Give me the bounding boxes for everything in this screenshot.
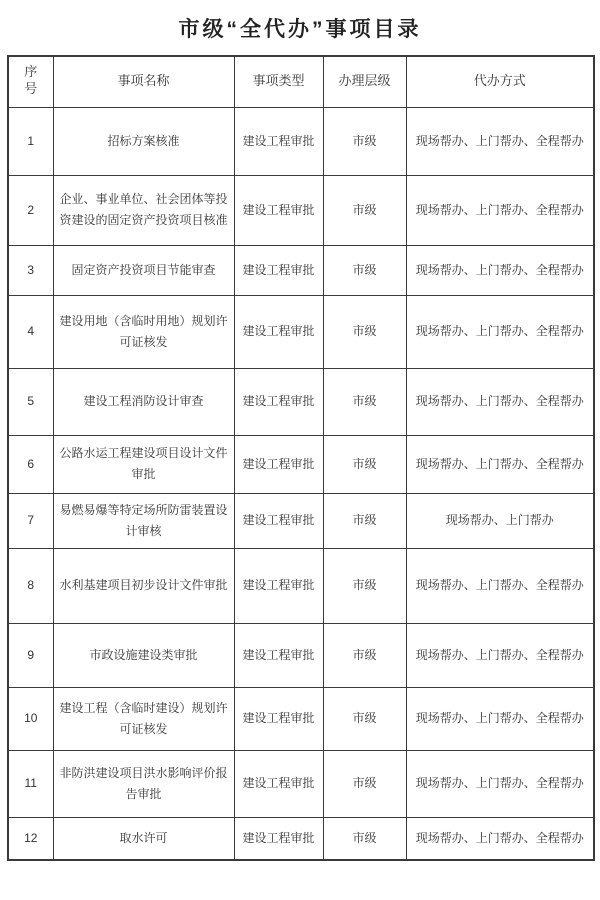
cell-method: 现场帮办、上门帮办、全程帮办 (406, 435, 594, 493)
cell-name: 固定资产投资项目节能审查 (53, 245, 234, 295)
cell-level: 市级 (323, 750, 406, 817)
header-level: 办理层级 (323, 56, 406, 107)
cell-method: 现场帮办、上门帮办、全程帮办 (406, 623, 594, 687)
cell-type: 建设工程审批 (234, 245, 323, 295)
cell-no: 4 (8, 295, 53, 368)
table-row (8, 493, 594, 548)
cell-type: 建设工程审批 (234, 368, 323, 435)
cell-level: 市级 (323, 623, 406, 687)
table-row (8, 817, 594, 860)
table-row (8, 687, 594, 750)
cell-type: 建设工程审批 (234, 435, 323, 493)
header-no (8, 56, 53, 107)
cell-no: 7 (8, 493, 53, 548)
table-row (8, 245, 594, 295)
cell-type: 建设工程审批 (234, 107, 323, 175)
header-name: 事项名称 (53, 56, 234, 107)
cell-type: 建设工程审批 (234, 687, 323, 750)
cell-level: 市级 (323, 107, 406, 175)
cell-name: 招标方案核准 (53, 107, 234, 175)
cell-level: 市级 (323, 368, 406, 435)
cell-level: 市级 (323, 295, 406, 368)
cell-method: 现场帮办、上门帮办、全程帮办 (406, 175, 594, 245)
page-title: 市级“全代办”事项目录 (178, 18, 422, 41)
cell-name: 建设用地（含临时用地）规划许可证核发 (53, 295, 234, 368)
cell-method: 现场帮办、上门帮办 (406, 493, 594, 548)
cell-method: 现场帮办、上门帮办、全程帮办 (406, 817, 594, 860)
table-row (8, 435, 594, 493)
cell-method: 现场帮办、上门帮办、全程帮办 (406, 295, 594, 368)
cell-no: 3 (8, 245, 53, 295)
cell-name: 建设工程消防设计审查 (53, 368, 234, 435)
cell-level: 市级 (323, 548, 406, 623)
cell-type: 建设工程审批 (234, 817, 323, 860)
cell-no: 1 (8, 107, 53, 175)
cell-name: 取水许可 (53, 817, 234, 860)
cell-type: 建设工程审批 (234, 493, 323, 548)
table-row (8, 368, 594, 435)
cell-no: 9 (8, 623, 53, 687)
cell-method: 现场帮办、上门帮办、全程帮办 (406, 245, 594, 295)
cell-no: 2 (8, 175, 53, 245)
cell-method: 现场帮办、上门帮办、全程帮办 (406, 368, 594, 435)
cell-no: 6 (8, 435, 53, 493)
cell-method: 现场帮办、上门帮办、全程帮办 (406, 687, 594, 750)
cell-name: 市政设施建设类审批 (53, 623, 234, 687)
header-method: 代办方式 (406, 56, 594, 107)
table-row (8, 175, 594, 245)
cell-no: 10 (8, 687, 53, 750)
cell-no: 5 (8, 368, 53, 435)
table-row (8, 750, 594, 817)
cell-method: 现场帮办、上门帮办、全程帮办 (406, 750, 594, 817)
cell-name: 建设工程（含临时建设）规划许可证核发 (53, 687, 234, 750)
items-table (7, 55, 595, 861)
cell-method: 现场帮办、上门帮办、全程帮办 (406, 107, 594, 175)
cell-name: 非防洪建设项目洪水影响评价报告审批 (53, 750, 234, 817)
cell-level: 市级 (323, 175, 406, 245)
table-row (8, 295, 594, 368)
cell-level: 市级 (323, 687, 406, 750)
table-row (8, 548, 594, 623)
cell-type: 建设工程审批 (234, 750, 323, 817)
cell-method: 现场帮办、上门帮办、全程帮办 (406, 548, 594, 623)
table-row (8, 107, 594, 175)
cell-level: 市级 (323, 493, 406, 548)
cell-type: 建设工程审批 (234, 175, 323, 245)
cell-type: 建设工程审批 (234, 623, 323, 687)
cell-name: 企业、事业单位、社会团体等投资建设的固定资产投资项目核准 (53, 175, 234, 245)
cell-type: 建设工程审批 (234, 295, 323, 368)
cell-no: 11 (8, 750, 53, 817)
cell-level: 市级 (323, 435, 406, 493)
cell-name: 公路水运工程建设项目设计文件审批 (53, 435, 234, 493)
table-row (8, 623, 594, 687)
cell-no: 12 (8, 817, 53, 860)
cell-type: 建设工程审批 (234, 548, 323, 623)
cell-level: 市级 (323, 245, 406, 295)
cell-name: 易燃易爆等特定场所防雷装置设计审核 (53, 493, 234, 548)
cell-name: 水利基建项目初步设计文件审批 (53, 548, 234, 623)
header-type: 事项类型 (234, 56, 323, 107)
cell-level: 市级 (323, 817, 406, 860)
header-no-label: 序号 (24, 63, 38, 97)
cell-no: 8 (8, 548, 53, 623)
header-row (8, 56, 594, 107)
